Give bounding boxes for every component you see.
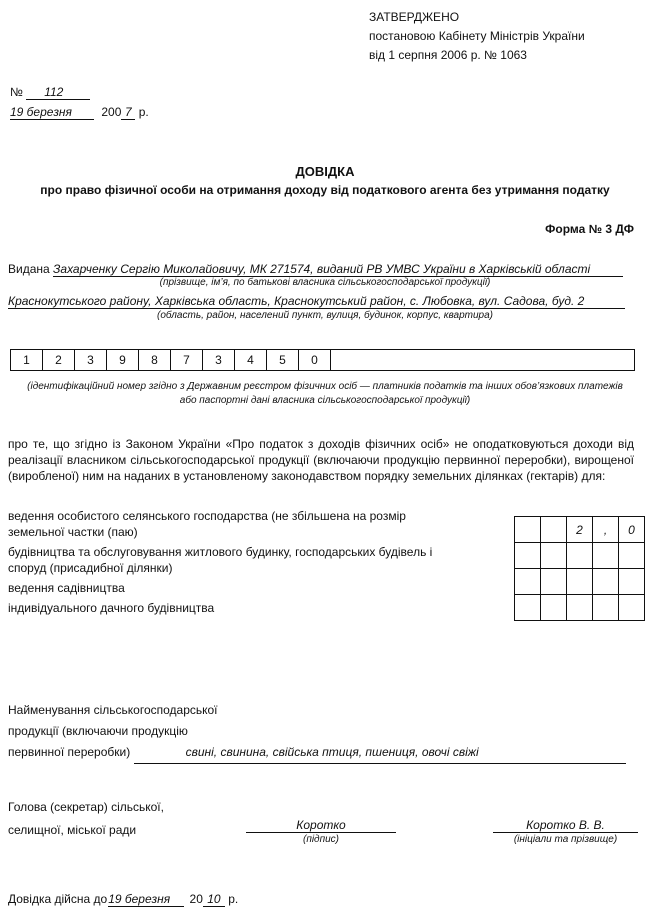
area-grid-wrap [514,516,645,621]
products-label-2: продукції (включаючи продукцію [8,724,188,738]
id-number-boxes [10,349,635,371]
products-label-3: первинної переробки) [8,745,131,759]
id-digit-box: 3 [75,350,107,370]
id-digit-box: 2 [43,350,75,370]
approval-block [369,8,585,65]
purpose-item: ведення садівництва [8,581,125,595]
number-value: 112 [26,85,90,100]
area-grid [514,516,645,621]
area-grid-cell [593,543,619,569]
id-digit-box: 8 [139,350,171,370]
valid-label: Довідка дійсна до [8,892,108,906]
area-grid-cell: 2 [567,517,593,543]
area-grid-cell [593,569,619,595]
number-prefix: № [10,85,23,99]
area-grid-cell: 0 [619,517,645,543]
area-grid-cell [567,569,593,595]
issued-label: Видана [8,262,50,276]
issued-line [8,262,623,277]
issued-address: Краснокутського району, Харківська область, Краснокутський район, с. Любовка, вул. Садова, буд. 2 [8,294,625,309]
area-grid-cell [619,543,645,569]
address-caption: (область, район, населений пункт, вулиця, будинок, корпус, квартира) [157,310,493,321]
id-caption-line1: (ідентифікаційний номер згідно з Державним реєстром фізичних осіб — платників податків та інших обов’язкових платежів [27,381,623,392]
id-digit-box: 9 [107,350,139,370]
head-name: Коротко В. В. [493,818,638,833]
form-number: Форма № 3 ДФ [545,222,634,236]
area-grid-cell [541,517,567,543]
id-digit-box: 1 [11,350,43,370]
area-grid-cell [541,595,567,621]
head-signature: Коротко [246,818,396,833]
id-digit-box: 0 [299,350,331,370]
area-grid-cell [619,595,645,621]
area-grid-cell [541,569,567,595]
area-grid-cell [515,517,541,543]
head-label-1: Голова (секретар) сільської, [8,800,164,814]
area-grid-cell [567,543,593,569]
approval-resolution: постановою Кабінету Міністрів України [369,29,585,43]
signature-caption: (підпис) [303,834,339,845]
area-grid-cell [541,543,567,569]
date-year-prefix: 200 [101,105,122,119]
area-grid-cell [515,569,541,595]
valid-day-month: 19 березня [108,892,184,907]
document-date [10,105,149,120]
name-field [493,818,638,845]
valid-unit: р. [228,892,239,906]
document-subtitle: про право фізичної особи на отримання доходу від податкового агента без утримання податку [40,183,610,197]
area-grid-cell [567,595,593,621]
head-block [8,796,164,842]
area-grid-cell [593,595,619,621]
purpose-item: будівництва та обслуговування житлового будинку, господарських будівель і споруд (присадибної ділянки) [8,545,433,575]
id-digit-box: 3 [203,350,235,370]
head-label-2: селищної, міської ради [8,823,137,837]
signature-field [246,818,396,845]
id-number-row [10,349,635,371]
document-number [10,85,90,100]
products-block [8,700,626,764]
id-empty-space [331,350,634,370]
issued-name-caption: (прізвище, ім’я, по батькові власника сільськогосподарської продукції) [159,277,491,288]
approval-title: ЗАТВЕРДЖЕНО [369,10,460,24]
date-unit: р. [138,105,149,119]
issued-name: Захарченку Сергію Миколайовичу, МК 271574, виданий РВ УМВС України в Харківській області [53,262,623,277]
document-title: ДОВІДКА [295,164,355,179]
id-digit-box: 4 [235,350,267,370]
address-line [8,294,625,309]
approval-date: від 1 серпня 2006 р. № 1063 [369,48,527,62]
validity-line [8,892,238,907]
id-caption-line2: або паспортні дані власника сільськогосподарської продукції) [179,395,471,406]
name-caption: (ініціали та прізвище) [513,834,618,845]
area-grid-cell: , [593,517,619,543]
valid-year-suffix: 10 [203,892,225,907]
purpose-item: ведення особистого селянського господарства (не збільшена на розмір земельної частки (паю) [8,509,406,539]
products-label-1: Найменування сільськогосподарської [8,703,218,717]
purpose-item: індивідуального дачного будівництва [8,601,215,615]
purposes-list [8,508,478,616]
id-digit-box: 7 [171,350,203,370]
area-grid-cell [515,543,541,569]
area-grid-cell [515,595,541,621]
area-grid-cell [619,569,645,595]
products-value: свині, свинина, свійська птиця, пшениця, овочі свіжі [134,742,626,764]
body-paragraph: про те, що згідно із Законом України «Про податок з доходів фізичних осіб» не оподатковуються доходи від реалізації власником сільськогосподарської продукції (включаючи продукцію первинної переробки), вирощеної (виробленої) ним на наданих в установленому законодавством порядку земельних ділянках (гектарів) для: [8,437,634,483]
id-digit-box: 5 [267,350,299,370]
valid-year-prefix: 20 [189,892,203,906]
date-year-suffix: 7 [121,105,135,120]
date-day-month: 19 березня [10,105,94,120]
